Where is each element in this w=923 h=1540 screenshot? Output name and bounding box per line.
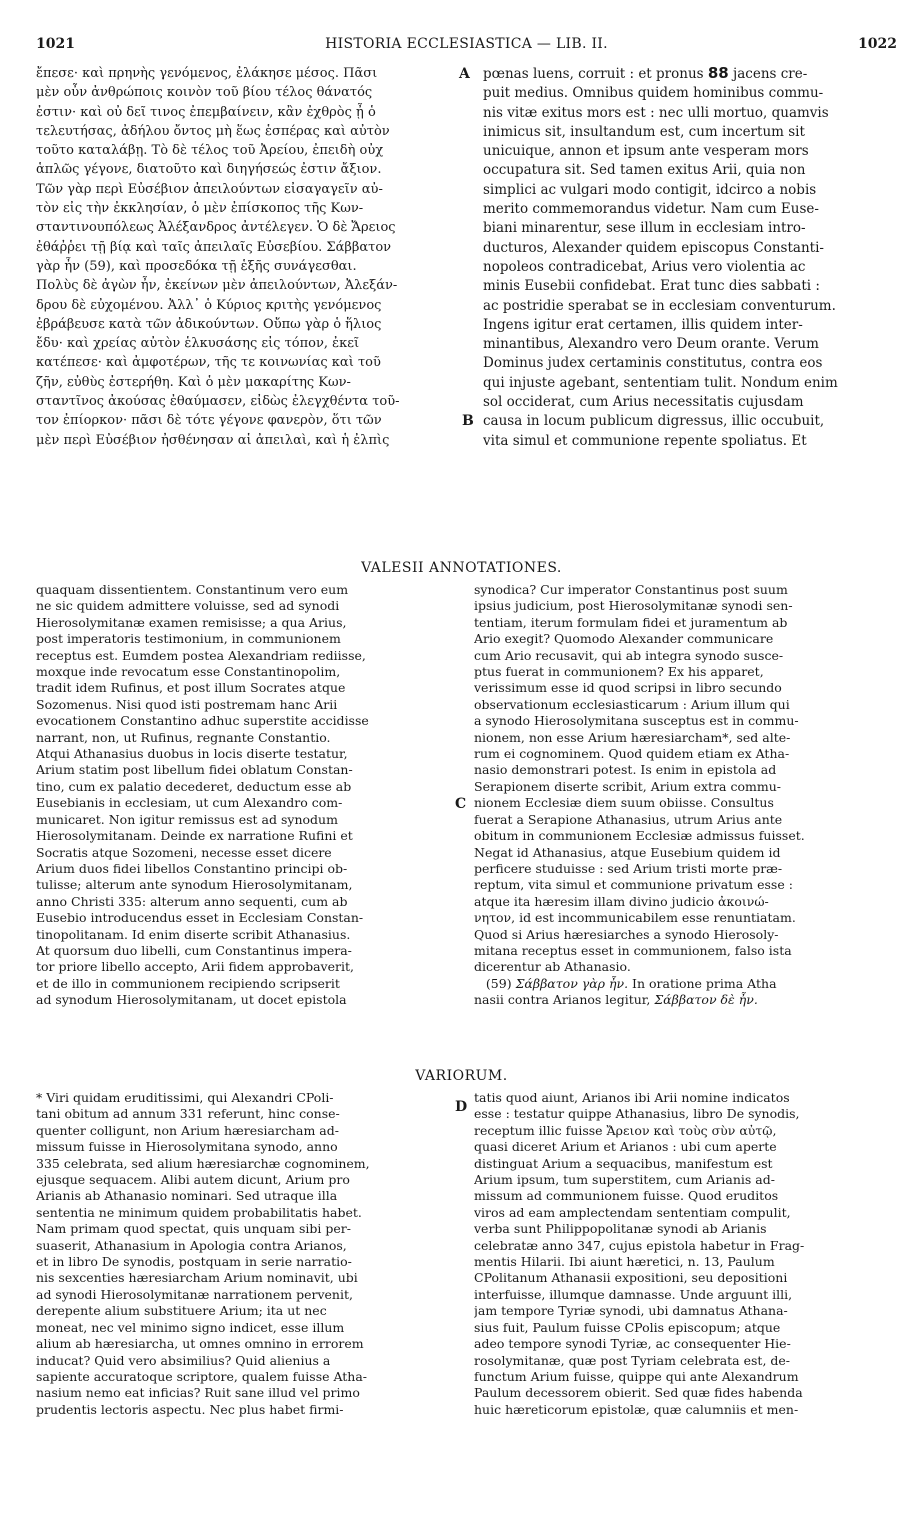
note-59-text1: In oratione prima Atha	[632, 975, 777, 991]
latin-line: nis vitæ exitus mors est : nec ulli mortuo, quamvis	[483, 104, 829, 121]
variorum-line: sius fuit, Paulum fuisse CPolis episcopum; atque	[474, 1319, 781, 1335]
annotationes-right-lines	[474, 582, 888, 976]
greek-line: Πολὺς δὲ ἀγὼν ἦν, ἐκείνων μὲν ἀπειλούντων, Ἀλεξάν-	[36, 278, 398, 294]
column-number: 88	[707, 64, 729, 82]
annotation-line: Socratis atque Sozomeni, necesse esset dicere	[36, 844, 332, 860]
variorum-line: quasi diceret Arium et Arianos : ubi cum aperte	[474, 1139, 777, 1155]
variorum-line: interfuisse, illumque damnasse. Unde arguunt illi,	[474, 1286, 793, 1302]
annotation-line: dicerentur ab Athanasio.	[474, 959, 631, 975]
annotation-line: quaquam dissentientem. Constantinum vero eum	[36, 582, 349, 597]
annotation-line: a synodo Hierosolymitana susceptus est in commu-	[474, 713, 799, 729]
greek-line: ζῆν, εὐθὺς ἐστερήθη. Καὶ ὁ μὲν μακαρίτης Κων-	[36, 374, 351, 390]
variorum-line: ad synodi Hierosolymitanæ narrationem pervenit,	[36, 1286, 353, 1302]
annotationes-right-column	[474, 582, 888, 1009]
annotation-line: Atqui Athanasius duobus in locis diserte testatur,	[36, 746, 348, 762]
section-title-annotationes: VALESII ANNOTATIONES.	[361, 560, 562, 576]
variorum-line: suaserit, Athanasium in Apologia contra Arianos,	[36, 1237, 347, 1253]
annotation-line: Sozomenus. Nisi quod isti postremam hanc Arii	[36, 696, 338, 712]
annotation-line: ipsius judicium, post Hierosolymitanæ synodi sen-	[474, 598, 793, 614]
annotation-line: narrant, non, ut Rufinus, regnante Constantio.	[36, 729, 331, 745]
annotation-line: verissimum esse id quod scripsi in libro secundo	[474, 680, 782, 696]
variorum-line: rosolymitanæ, quæ post Tyriam celebrata est, de-	[474, 1352, 791, 1368]
latin-line: sol occiderat, cum Arius necessitatis cujusdam	[483, 394, 804, 411]
variorum-line: nasium nemo eat inficias? Ruit sane illud vel primo	[36, 1385, 360, 1401]
greek-line: τοῦτο καταλάβῃ. Τὸ δὲ τέλος τοῦ Ἀρείου, ἐπειδὴ οὐχ	[36, 143, 384, 159]
variorum-line: ejusque sequacem. Alibi autem dicunt, Arium pro	[36, 1172, 350, 1188]
annotation-line: anno Christi 335: alterum anno sequenti, cum ab	[36, 893, 348, 909]
running-title: HISTORIA ECCLESIASTICA — LIB. II.	[325, 36, 608, 52]
latin-line: qui injuste agebant, sententiam tulit. Nondum enim	[483, 374, 838, 391]
greek-line: δρου δὲ εὐχομένου. Ἀλλ᾽ ὁ Κύριος κριτὴς γενόμενος	[36, 297, 382, 313]
latin-line: inimicus sit, insultandum est, cum incertum sit	[483, 123, 805, 140]
latin-line: nopoleos contradicebat, Arius vero violentia ac	[483, 258, 806, 275]
running-header	[36, 36, 897, 56]
note-59-line2	[474, 992, 888, 1008]
variorum-line: verba sunt Philippopolitanæ synodi ab Arianis	[474, 1221, 767, 1237]
page-number-left: 1021	[36, 36, 75, 52]
variorum-line: prudentis lectoris aspectu. Nec plus habet firmi-	[36, 1401, 344, 1417]
margin-letter-c: C	[455, 796, 467, 812]
latin-line: unicuique, annon et ipsum ante vesperam mors	[483, 143, 809, 160]
note-59-lemma: Σάββατον γὰρ ἦν.	[515, 975, 629, 991]
annotation-line: tor priore libello accepto, Arii fidem approbaverit,	[36, 959, 354, 975]
variorum-line: * Viri quidam eruditissimi, qui Alexandri CPoli-	[36, 1090, 334, 1105]
annotation-line: evocationem Constantino adhuc superstite accidisse	[36, 713, 369, 729]
latin-line: ac postridie sperabat se in ecclesiam conventurum.	[483, 297, 836, 314]
greek-line: ἔδυ· καὶ χρείας αὐτὸν ἑλκυσάσης εἰς τόπον, ἐκεῖ	[36, 336, 360, 352]
annotation-line: municaret. Non igitur remissus est ad synodum	[36, 811, 338, 827]
note-59-label: (59)	[485, 975, 512, 991]
variorum-line: adeo tempore synodi Tyriæ, ac consequenter Hie-	[474, 1336, 791, 1352]
annotation-line: Arium statim post libellum fidei oblatum Constan-	[36, 762, 353, 778]
page-number-right: 1022	[858, 36, 897, 52]
variorum-line: receptum illic fuisse Ἄρειον καὶ τοὺς σὺν αὐτῷ,	[474, 1122, 777, 1138]
annotation-line: nasio demonstrari potest. Is enim in epistola ad	[474, 762, 777, 778]
annotation-line: νητον, id est incommunicabilem esse renuntiatam.	[474, 910, 796, 926]
annotation-line: et de illo in communionem recipiendo scripserit	[36, 975, 340, 991]
variorum-line: tani obitum ad annum 331 referunt, hinc conse-	[36, 1106, 340, 1122]
greek-line: τελευτήσας, ἀδήλου ὄντος μὴ ἕως ἑσπέρας καὶ αὐτὸν	[36, 123, 390, 139]
variorum-line: mentis Hilarii. Ibi aiunt hæretici, n. 13, Paulum	[474, 1254, 775, 1270]
annotation-line: ne sic quidem admittere voluisse, sed ad synodi	[36, 598, 340, 614]
annotation-line: atque ita hæresim illam divino judicio ἀκοινώ-	[474, 893, 769, 909]
variorum-line: functum Arium fuisse, quippe qui ante Alexandrum	[474, 1368, 799, 1384]
variorum-line: huic hæreticorum epistolæ, quæ calumniis et men-	[474, 1401, 799, 1417]
variorum-line: CPolitanum Athanasii expositioni, seu depositioni	[474, 1270, 788, 1286]
annotation-line: tino, cum ex palatio decederet, deductum esse ab	[36, 778, 352, 794]
annotation-line: Eusebio introducendus esset in Ecclesiam Constan-	[36, 910, 364, 926]
annotation-line: Arium duos fidei libellos Constantino principi ob-	[36, 860, 348, 876]
latin-line: minis Eusebii confidebat. Erat tunc dies sabbati :	[483, 278, 820, 295]
annotation-line: fuerat a Serapione Athanasius, utrum Arius ante	[474, 811, 783, 827]
latin-line: vita simul et communione repente spoliatus. Et	[483, 432, 807, 449]
annotation-line: tinopolitanam. Id enim diserte scribit Athanasius.	[36, 926, 351, 942]
variorum-line: nis sexcenties hæresiarcham Arium nominavit, ubi	[36, 1270, 358, 1286]
annotation-line: observationum ecclesiasticarum : Arium illum qui	[474, 696, 790, 712]
greek-line: ἁπλῶς γέγονε, διατοῦτο καὶ διηγήσεώς ἐστιν ἄξιον.	[36, 162, 382, 178]
latin-line: occupatura sit. Sed tamen exitus Arii, quia non	[483, 162, 806, 179]
greek-line: κατέπεσε· καὶ ἀμφοτέρων, τῆς τε κοινωνίας καὶ τοῦ	[36, 355, 381, 371]
annotation-line: Ario exegit? Quomodo Alexander communicare	[474, 631, 774, 647]
margin-letter-a: A	[459, 66, 470, 82]
latin-first-line-pre: pœnas luens, corruit : et pronus	[483, 66, 704, 82]
variorum-line: sententia ne minimum quidem probabilitatis habet.	[36, 1204, 362, 1220]
latin-line	[483, 64, 888, 84]
greek-text-column	[36, 64, 451, 450]
latin-line: merito commemorandus videtur. Nam cum Euse-	[483, 201, 819, 218]
variorum-line: alium ab hæresiarcha, ut omnes omnino in errorem	[36, 1336, 364, 1352]
annotation-line: mitana receptus esset in communionem, falso ista	[474, 942, 792, 958]
greek-line: μὲν περὶ Εὐσέβιον ἠσθένησαν αἱ ἀπειλαὶ, καὶ ἡ ἐλπὶς	[36, 432, 390, 448]
variorum-line: viros ad eam amplectendam sententiam compulit,	[474, 1204, 791, 1220]
section-title-variorum: VARIORUM.	[415, 1068, 508, 1084]
greek-line: ἐστιν· καὶ οὐ δεῖ τινος ἐπεμβαίνειν, κἂν ἐχθρὸς ᾖ ὁ	[36, 104, 376, 120]
variorum-line: Paulum decessorem obierit. Sed quæ fides habenda	[474, 1385, 803, 1401]
latin-text-column	[483, 64, 888, 451]
variorum-line: Arianis ab Athanasio nominari. Sed utraque illa	[36, 1188, 338, 1204]
variorum-line: missum ad communionem fuisse. Quod eruditos	[474, 1188, 779, 1204]
greek-line: τον ἐπίορκον· πᾶσι δὲ τότε γέγονε φανερὸν, ὅτι τῶν	[36, 413, 382, 429]
annotation-line: cum Ario recusavit, qui ab integra synodo susce-	[474, 647, 784, 663]
variorum-line: jam tempore Tyriæ synodi, ubi damnatus Athana-	[474, 1303, 788, 1319]
annotation-line: Negat id Athanasius, atque Eusebium quidem id	[474, 844, 781, 860]
annotation-line: perficere studuisse : sed Arium tristi morte præ-	[474, 860, 783, 876]
annotation-line: synodica? Cur imperator Constantinus post suum	[474, 582, 788, 597]
variorum-line: distinguat Arium a sequacibus, manifestum est	[474, 1155, 773, 1171]
note-59-line1	[474, 976, 888, 992]
latin-line: puit medius. Omnibus quidem hominibus commu-	[483, 85, 824, 102]
annotation-line: Quod si Arius hæresiarches a synodo Hierosoly-	[474, 926, 779, 942]
variorum-line: et in libro De synodis, postquam in serie narratio-	[36, 1254, 352, 1270]
annotation-line: ptus fuerat in communionem? Ex his apparet,	[474, 664, 764, 680]
note-59-variant: Σάββατον δὲ ἦν.	[654, 992, 758, 1008]
variorum-line: Nam primam quod spectat, quis unquam sibi per-	[36, 1221, 351, 1237]
variorum-line: esse : testatur quippe Athanasius, libro De synodis,	[474, 1106, 800, 1122]
variorum-line: quenter colligunt, non Arium hæresiarcham ad-	[36, 1122, 339, 1138]
annotation-line: moxque inde revocatum esse Constantinopolim,	[36, 664, 341, 680]
annotation-line: ad synodum Hierosolymitanam, ut docet epistola	[36, 992, 347, 1008]
latin-lines	[483, 84, 888, 451]
variorum-line: missum fuisse in Hierosolymitana synodo, anno	[36, 1139, 338, 1155]
annotation-line: tulisse; alterum ante synodum Hierosolymitanam,	[36, 877, 353, 893]
annotation-line: At quorsum duo libelli, cum Constantinus impera-	[36, 942, 352, 958]
annotationes-left-column	[36, 582, 454, 1009]
margin-letter-b: B	[462, 413, 474, 429]
greek-line: μὲν οὖν ἀνθρώποις κοινὸν τοῦ βίου τέλος θάνατός	[36, 85, 373, 101]
latin-line: biani minarentur, sese illum in ecclesiam intro-	[483, 220, 806, 237]
latin-line: simplici ac vulgari modo contigit, idcirco a nobis	[483, 181, 817, 198]
variorum-line: 335 celebrata, sed alium hæresiarchæ cognominem,	[36, 1155, 370, 1171]
annotation-line: Hierosolymitanam. Deinde ex narratione Rufini et	[36, 828, 353, 844]
annotation-line: Hierosolymitanæ examen remisisse; a qua Arius,	[36, 614, 347, 630]
greek-line: ἔπεσε· καὶ πρηνὴς γενόμενος, ἐλάκησε μέσος. Πᾶσι	[36, 66, 378, 81]
annotation-line: tentiam, iterum formulam fidei et juramentum ab	[474, 614, 788, 630]
variorum-line: derepente alium substituere Arium; ita ut nec	[36, 1303, 327, 1319]
annotation-line: nionem Ecclesiæ diem suum obiisse. Consultus	[474, 795, 774, 811]
annotation-line: obitum in communionem Ecclesiæ admissus fuisset.	[474, 828, 805, 844]
variorum-line: celebratæ anno 347, cujus epistola habetur in Frag-	[474, 1237, 805, 1253]
greek-line: τὸν εἰς τὴν ἐκκλησίαν, ὁ μὲν ἐπίσκοπος τῆς Κων-	[36, 201, 364, 217]
annotation-line: post imperatoris testimonium, in communionem	[36, 631, 341, 647]
greek-line: σταντῖνος ἀκούσας ἐθαύμασεν, εἰδὼς ἐλεγχθέντα τοῦ-	[36, 394, 400, 410]
variorum-line: moneat, nec vel minimo signo indicet, esse illum	[36, 1319, 345, 1335]
variorum-right-column	[474, 1090, 888, 1418]
variorum-left-column	[36, 1090, 454, 1418]
annotation-line: nionem, non esse Arium hæresiarcham*, sed alte-	[474, 729, 791, 745]
latin-line: Ingens igitur erat certamen, illis quidem inter-	[483, 316, 803, 333]
latin-line: ducturos, Alexander quidem episcopus Constanti-	[483, 239, 824, 256]
annotation-line: reptum, vita simul et communione privatum esse :	[474, 877, 793, 893]
greek-line: σταντινουπόλεως Ἀλέξανδρος ἀντέλεγεν. Ὁ δὲ Ἄρειος	[36, 220, 396, 236]
latin-line: minantibus, Alexandro vero Deum orante. Verum	[483, 336, 819, 353]
annotation-line: tradit idem Rufinus, et post illum Socrates atque	[36, 680, 346, 696]
latin-first-line-post: jacens cre-	[733, 66, 808, 82]
greek-line: ἐβράβευσε κατὰ τῶν ἀδικούντων. Οὔπω γὰρ ὁ ἥλιος	[36, 316, 382, 332]
annotation-line: receptus est. Eumdem postea Alexandriam rediisse,	[36, 647, 366, 663]
margin-letter-d: D	[455, 1099, 468, 1115]
latin-line: causa in locum publicum digressus, illic occubuit,	[483, 413, 825, 430]
annotation-line: rum ei cognominem. Quod quidem etiam ex Atha-	[474, 746, 790, 762]
annotation-line: Eusebianis in ecclesiam, ut cum Alexandro com-	[36, 795, 343, 811]
variorum-line: Arium ipsum, tum superstitem, cum Arianis ad-	[474, 1172, 775, 1188]
latin-line: Dominus judex certaminis constitutus, contra eos	[483, 355, 823, 372]
variorum-line: sapiente accuratoque scriptore, qualem fuisse Atha-	[36, 1368, 368, 1384]
greek-line: Τῶν γὰρ περὶ Εὐσέβιον ἀπειλούντων εἰσαγαγεῖν αὐ-	[36, 181, 383, 197]
variorum-line: inducat? Quid vero absimilius? Quid alienius a	[36, 1352, 331, 1368]
variorum-line: tatis quod aiunt, Arianos ibi Arii nomine indicatos	[474, 1090, 790, 1105]
greek-line: ἐθάῤῥει τῇ βίᾳ καὶ ταῖς ἀπειλαῖς Εὐσεβίου. Σάββατον	[36, 239, 392, 255]
greek-line: γὰρ ἦν (59), καὶ προσεδόκα τῇ ἑξῆς συνάγεσθαι.	[36, 258, 357, 274]
annotation-line: Serapionem diserte scribit, Arium extra commu-	[474, 778, 781, 794]
note-59-text2: nasii contra Arianos legitur,	[474, 992, 651, 1008]
